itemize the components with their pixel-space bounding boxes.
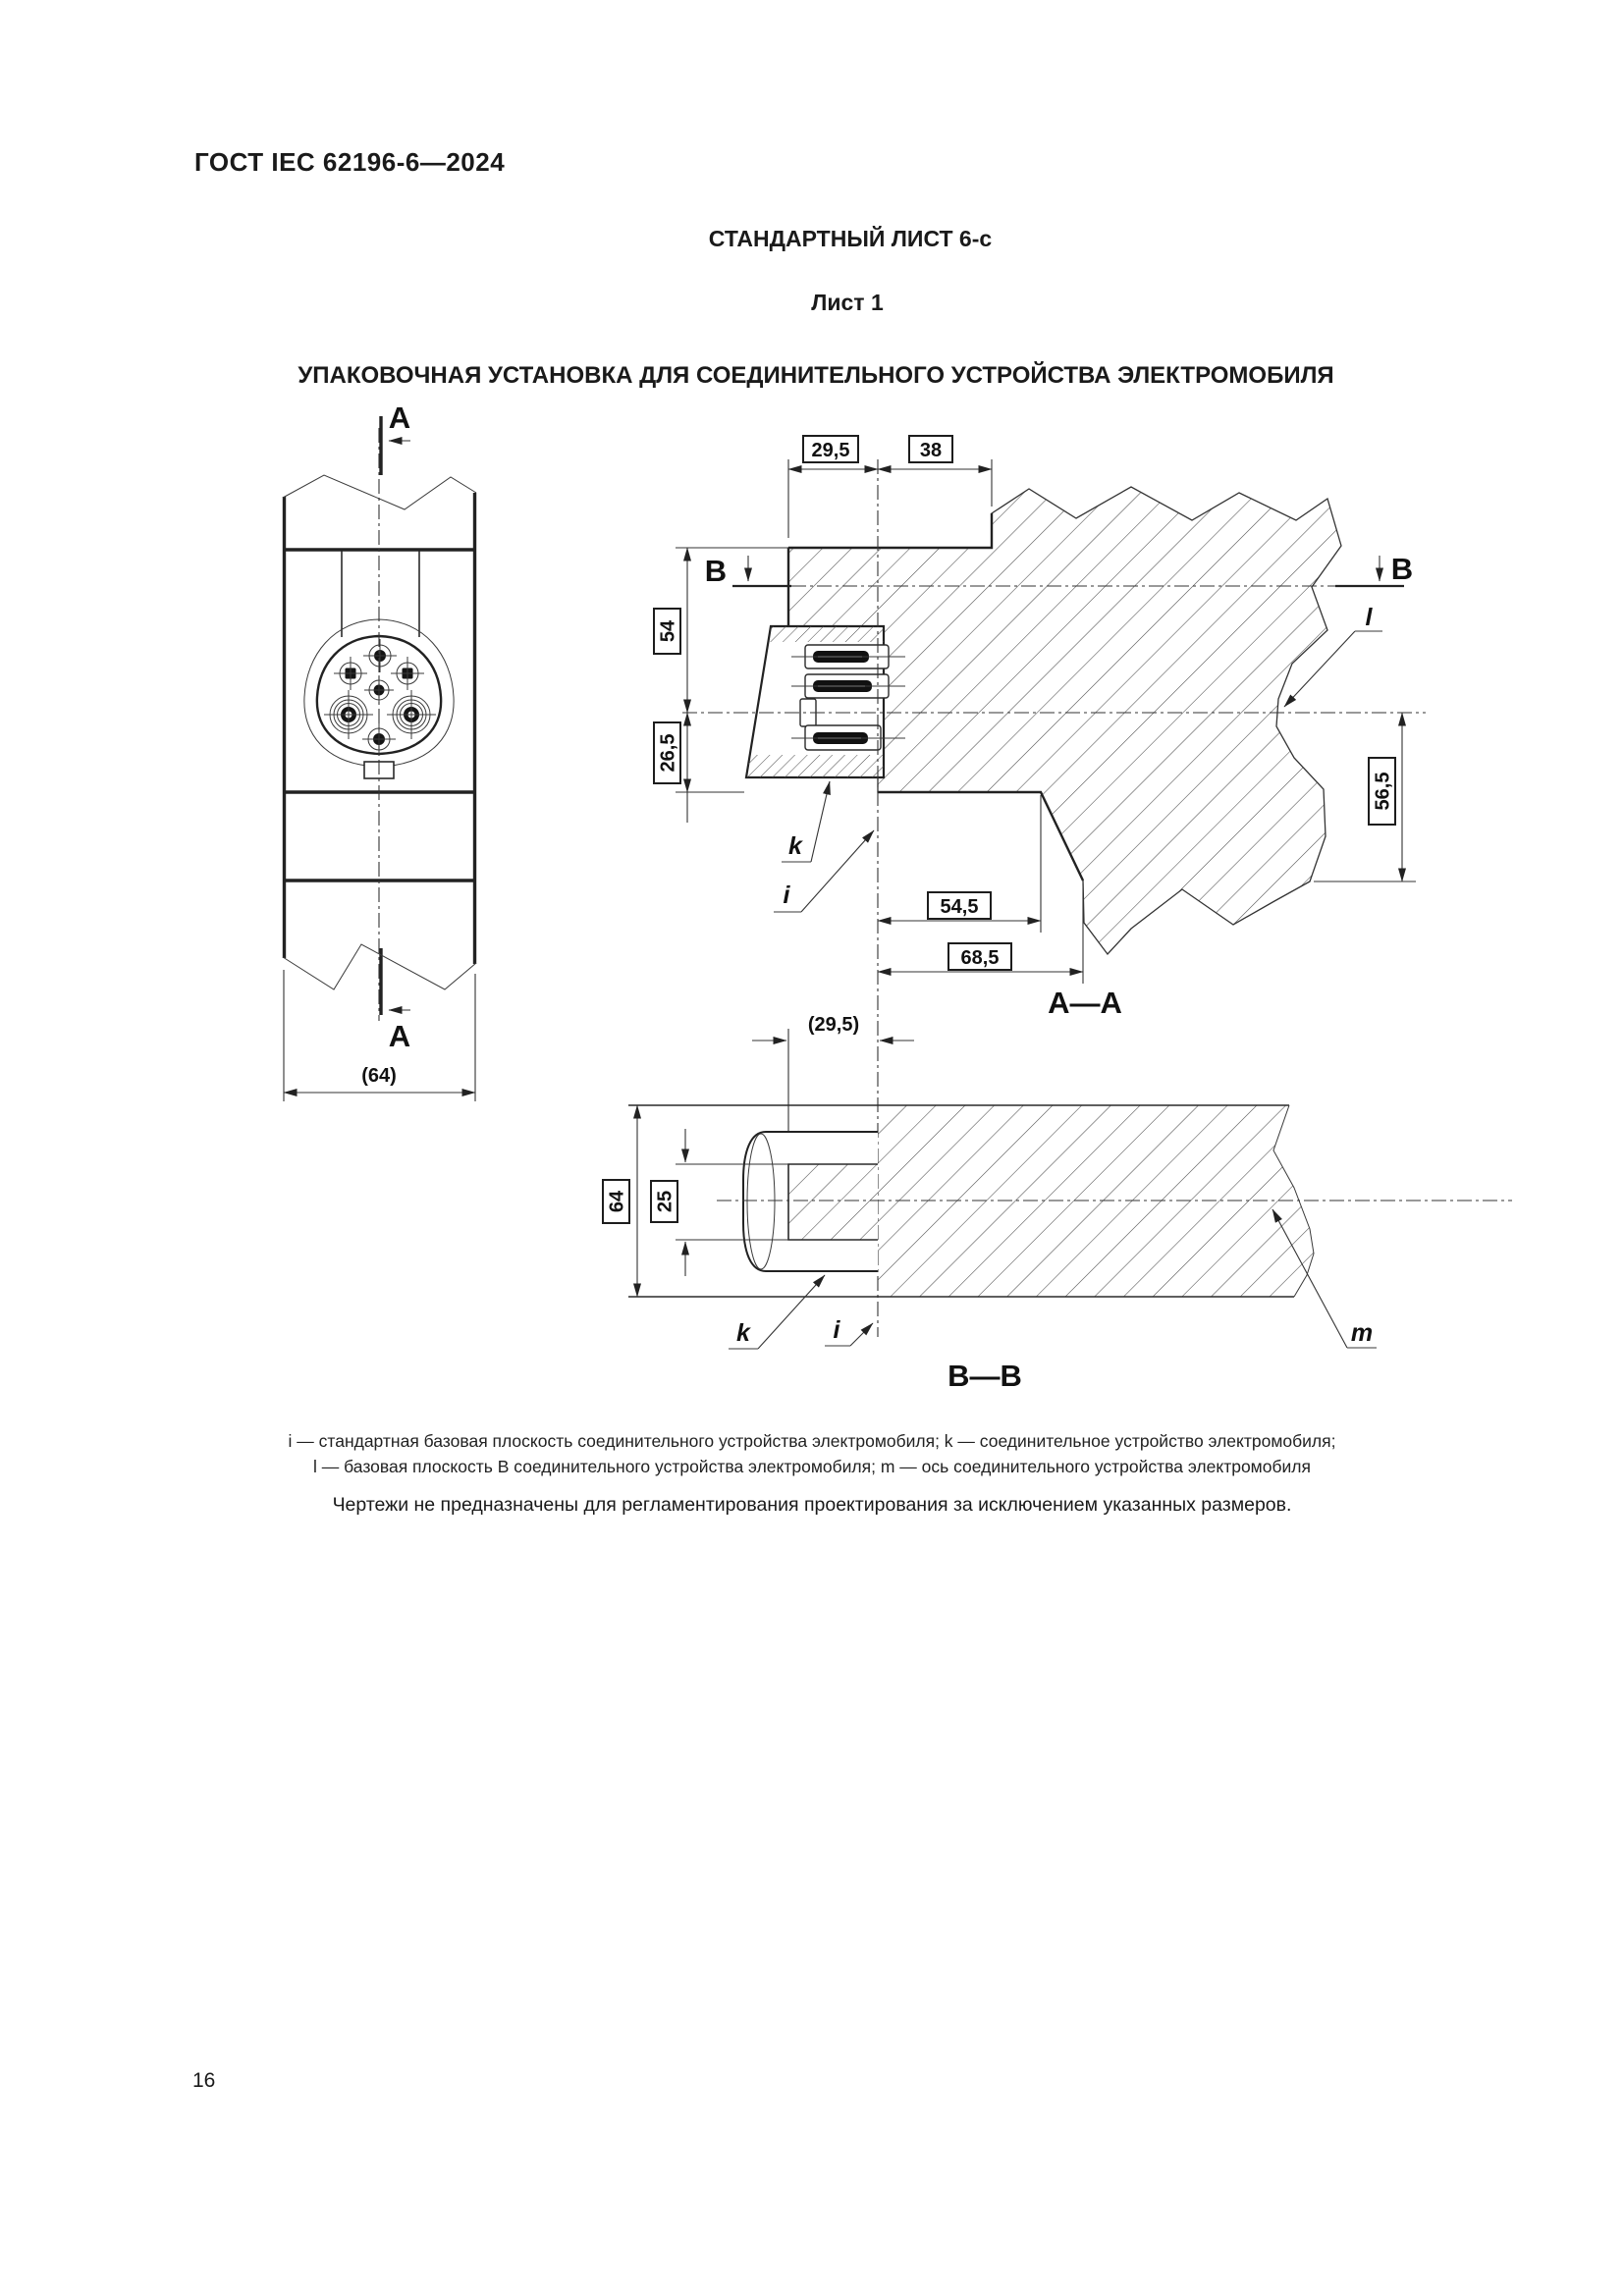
section-letter-a-bottom: A: [388, 1019, 411, 1053]
svg-text:54: 54: [657, 619, 679, 643]
sheet-title: СТАНДАРТНЫЙ ЛИСТ 6-с: [708, 226, 993, 251]
section-aa-label: А—А: [1048, 986, 1122, 1020]
dimension-aa-bottom: [878, 795, 1083, 984]
legend-line-1: i — стандартная базовая плоскость соединительного устройства электромобиля; k — соединительное устройство электромобиля;: [288, 1431, 1336, 1451]
page-number: 16: [192, 2069, 216, 2092]
svg-text:26,5: 26,5: [657, 733, 679, 773]
pin-contact-mid-right: [391, 657, 424, 690]
callout-i-bb: [825, 1316, 873, 1346]
svg-text:m: m: [1350, 1319, 1374, 1347]
section-letter-b-right: B: [1390, 552, 1414, 586]
svg-text:25: 25: [654, 1190, 677, 1213]
svg-text:k: k: [788, 832, 802, 860]
technical-drawing: [0, 373, 1624, 1414]
svg-text:29,5: 29,5: [811, 440, 850, 461]
pin-contact-top: [363, 639, 397, 672]
drawing-note: Чертежи не предназначены для регламентирования проектирования за исключением указанных размеров.: [332, 1494, 1292, 1516]
sheet-number: Лист 1: [811, 290, 884, 315]
section-a-mark-bottom: [381, 948, 410, 1053]
coupler-bore-hatched: [788, 1164, 878, 1240]
callout-k-aa: [782, 781, 830, 862]
svg-text:i: i: [783, 881, 790, 909]
svg-text:54,5: 54,5: [940, 896, 979, 918]
dimension-aa-right: [1314, 713, 1416, 881]
drawing-title: УПАКОВОЧНАЯ УСТАНОВКА ДЛЯ СОЕДИНИТЕЛЬНОГО УСТРОЙСТВА ЭЛЕКТРОМОБИЛЯ: [298, 362, 1334, 389]
section-letter-b-left: B: [704, 554, 728, 588]
document-header: ГОСТ IEC 62196-6—2024: [194, 147, 506, 177]
ev-coupler-cylinder: [743, 1132, 878, 1271]
svg-text:68,5: 68,5: [960, 947, 1000, 969]
section-a-mark-top: [381, 400, 410, 475]
section-bb-view: [603, 1105, 1512, 1393]
terminal-2: [791, 674, 905, 698]
section-letter-a-top: A: [388, 400, 411, 435]
pin-contact-power-left: [324, 690, 373, 739]
dimension-aa-top: [788, 436, 992, 538]
legend-line-2: l — базовая плоскость B соединительного устройства электромобиля; m — ось соединительного устройства электромобиля: [313, 1457, 1311, 1476]
svg-text:38: 38: [919, 440, 943, 461]
section-bb-label: В—В: [947, 1359, 1022, 1393]
svg-text:(29,5): (29,5): [807, 1014, 860, 1036]
terminal-1: [791, 645, 905, 668]
front-view: [283, 400, 476, 1101]
svg-text:l: l: [1365, 604, 1373, 631]
pin-contact-power-right: [387, 690, 436, 739]
ev-coupler-section: [746, 626, 905, 777]
svg-text:i: i: [833, 1316, 840, 1344]
svg-text:k: k: [736, 1319, 750, 1347]
dimension-bb-height: [603, 1105, 637, 1297]
callout-k-bb: [729, 1275, 825, 1349]
pin-contact-mid-left: [334, 657, 367, 690]
svg-text:64: 64: [606, 1190, 628, 1213]
svg-text:56,5: 56,5: [1372, 772, 1394, 811]
svg-text:(64): (64): [361, 1065, 397, 1087]
